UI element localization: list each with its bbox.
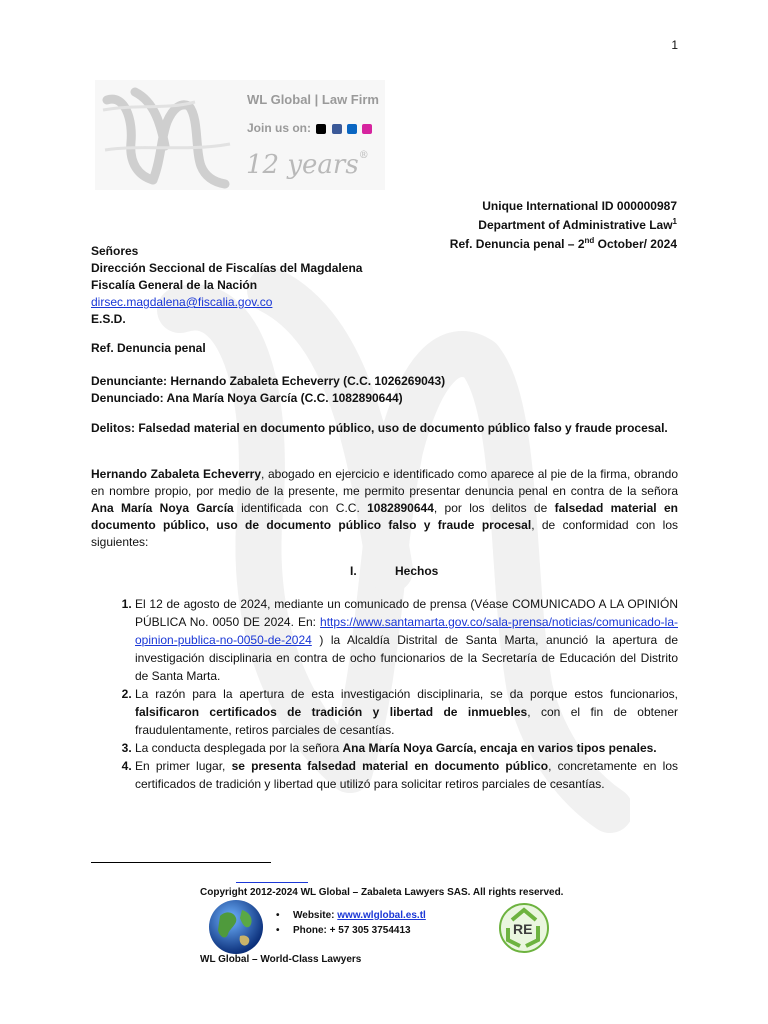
phone-row: • Phone: + 57 305 3754413 xyxy=(276,925,411,936)
ref-date: Ref. Denuncia penal – 2nd October/ 2024 xyxy=(449,236,677,251)
years-text: 12 years xyxy=(246,150,359,180)
page-number: 1 xyxy=(671,38,678,52)
globe-icon xyxy=(206,898,266,956)
denunciado: Denunciado: Ana María Noya García (C.C. 1082890644) xyxy=(91,391,403,405)
section-title: Hechos xyxy=(395,564,439,578)
website-row: • Website: www.wlglobal.es.tl xyxy=(276,910,426,921)
direccion: Dirección Seccional de Fiscalías del Magdalena xyxy=(91,261,363,275)
svg-text:RE: RE xyxy=(513,921,533,937)
instagram-icon[interactable] xyxy=(362,124,372,134)
parties-block xyxy=(91,373,678,407)
tagline: WL Global – World-Class Lawyers xyxy=(200,954,362,965)
denunciante: Denunciante: Hernando Zabaleta Echeverry (C.C. 1026269043) xyxy=(91,374,446,388)
footnote-marker: 1 xyxy=(672,217,677,226)
fiscalia: Fiscalía General de la Nación xyxy=(91,278,258,292)
list-item: 4. En primer lugar, se presenta falsedad material en documento público, concretamente en los certificados de tradición y libertad que utilizó para solicitar retiros parciales de cesantías. xyxy=(135,757,678,793)
delitos: Delitos: Falsedad material en documento público, uso de documento público falso y fraude procesal. xyxy=(91,421,668,435)
senores: Señores xyxy=(91,244,139,258)
department: Department of Administrative Law$^1$ xyxy=(478,217,677,232)
copyright: Copyright 2012-2024 WL Global – Zabaleta Lawyers SAS. All rights reserved. xyxy=(200,887,564,898)
hechos-list xyxy=(91,595,678,793)
website-link[interactable]: www.wlglobal.es.tl xyxy=(337,910,426,921)
x-icon[interactable] xyxy=(316,124,326,134)
join-label: Join us on: xyxy=(247,121,311,135)
logo-years: 12 years® xyxy=(246,150,369,180)
unique-id: Unique International ID 000000987 xyxy=(482,199,677,213)
linkedin-icon[interactable] xyxy=(347,124,357,134)
santamarta-link[interactable]: https://www.santamarta.gov.co/sala-prensa/noticias/comunicado-la-opinion-publica-no-0050-de-2024 xyxy=(135,615,678,647)
intro-paragraph: Hernando Zabaleta Echeverry, abogado en ejercicio e identificado como aparece al pie de la firma, obrando en nombre propio, por medio de la presente, me permito presentar denuncia penal en contra de la señora Ana María Noya García identificada con C.C. 1082890644, por los delitos de falsedad material en documento público, uso de documento público falso y fraude procesal, de conformidad con los siguientes: xyxy=(91,467,678,549)
logo-title: WL Global | Law Firm xyxy=(247,92,379,107)
footer-rule xyxy=(236,882,308,883)
email-link[interactable]: dirsec.magdalena@fiscalia.gov.co xyxy=(91,295,273,309)
recycle-logo-icon xyxy=(498,902,550,954)
contact-block xyxy=(276,908,426,938)
logo-join-text xyxy=(247,121,372,135)
list-item: 3. La conducta desplegada por la señora Ana María Noya García, encaja en varios tipos penales. xyxy=(135,739,678,757)
section-number: I. xyxy=(350,564,357,578)
addressee-block xyxy=(91,243,678,328)
esd: E.S.D. xyxy=(91,312,126,326)
facebook-icon[interactable] xyxy=(332,124,342,134)
list-item: 1. El 12 de agosto de 2024, mediante un comunicado de prensa (Véase COMUNICADO A LA OPINIÓN PÚBLICA No. 0050 DE 2024. En: https://www.santamarta.gov.co/sala-prensa/noticias/comunicado-la-opinion-publica-no-0050-de-2024 ) la Alcaldía Distrital de Santa Marta, anunció la apertura de investigación disciplinaria en contra de ocho funcionarios de la Secretaría de Educación del Distrito de Santa Marta. xyxy=(135,595,678,685)
footnote-separator xyxy=(91,862,271,863)
ref-line: Ref. Denuncia penal xyxy=(91,341,206,355)
list-item: 2. La razón para la apertura de esta investigación disciplinaria, se da porque estos funcionarios, falsificaron certificados de tradición y libertad de inmuebles, con el fin de obtener fraudulentamente, retiros parciales de cesantías. xyxy=(135,685,678,739)
